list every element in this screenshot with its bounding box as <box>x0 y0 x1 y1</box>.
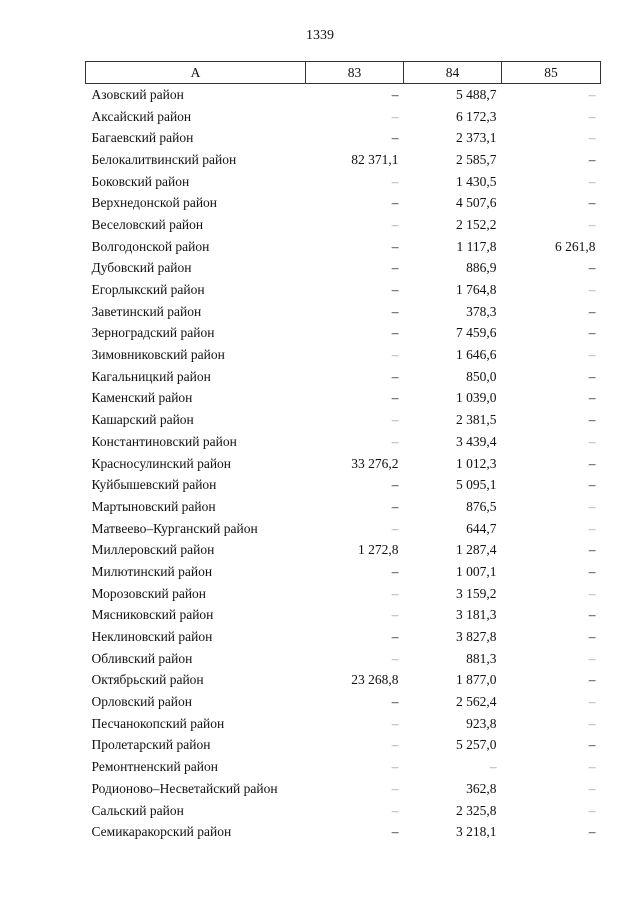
district-name-cell: Волгодонской район <box>91 238 210 254</box>
value-cell-84: 2 325,8 <box>456 802 497 818</box>
value-cell-83: – <box>391 86 399 102</box>
table-row <box>86 127 601 149</box>
table-body <box>86 84 601 844</box>
value-cell-85: – <box>588 433 596 449</box>
value-cell-84: 3 827,8 <box>456 629 497 645</box>
table-row <box>86 713 601 735</box>
district-name-cell: Неклиновский район <box>91 629 213 645</box>
district-name-cell: Аксайский район <box>91 108 192 124</box>
value-cell-83: – <box>391 195 399 211</box>
value-cell-84: 2 585,7 <box>456 151 497 167</box>
district-name-cell: Зерноградский район <box>91 325 215 341</box>
value-cell-84: 1 007,1 <box>456 563 497 579</box>
table-row <box>86 192 601 214</box>
value-cell-85: – <box>588 498 596 514</box>
value-cell-84: 2 562,4 <box>456 694 497 710</box>
value-cell-83: – <box>391 390 399 406</box>
value-cell-85: – <box>588 151 596 167</box>
table-row <box>86 691 601 713</box>
value-cell-83: 33 276,2 <box>351 455 399 471</box>
value-cell-85: – <box>588 824 596 840</box>
value-cell-84: 378,3 <box>466 303 497 319</box>
district-name-cell: Константиновский район <box>91 433 237 449</box>
value-cell-85: – <box>588 737 596 753</box>
value-cell-83: – <box>391 368 399 384</box>
table-row <box>86 800 601 822</box>
value-cell-84: 3 218,1 <box>456 824 497 840</box>
district-name-cell: Обливский район <box>91 650 193 666</box>
table-row <box>86 301 601 323</box>
column-header-a: А <box>86 62 306 84</box>
district-name-cell: Пролетарский район <box>91 737 211 753</box>
district-name-cell: Семикаракорский район <box>91 824 232 840</box>
value-cell-85: – <box>588 86 596 102</box>
value-cell-85: – <box>588 303 596 319</box>
value-cell-83: – <box>391 759 399 775</box>
value-cell-84: 1 430,5 <box>456 173 497 189</box>
value-cell-84: 5 257,0 <box>456 737 497 753</box>
value-cell-85: – <box>588 477 596 493</box>
value-cell-84: 923,8 <box>466 715 497 731</box>
value-cell-84: 3 439,4 <box>456 433 497 449</box>
value-cell-84: 1 012,3 <box>456 455 497 471</box>
value-cell-85: – <box>588 347 596 363</box>
value-cell-84: 7 459,6 <box>456 325 497 341</box>
value-cell-85: – <box>588 607 596 623</box>
district-name-cell: Кашарский район <box>91 412 194 428</box>
value-cell-85: – <box>588 759 596 775</box>
table-row <box>86 388 601 410</box>
value-cell-84: 1 039,0 <box>456 390 497 406</box>
value-cell-83: – <box>391 520 399 536</box>
table-row <box>86 149 601 171</box>
value-cell-84: 5 488,7 <box>456 86 497 102</box>
table-row <box>86 778 601 800</box>
value-cell-83: – <box>391 477 399 493</box>
value-cell-84: 2 373,1 <box>456 130 497 146</box>
value-cell-83: – <box>391 563 399 579</box>
district-name-cell: Куйбышевский район <box>91 477 217 493</box>
value-cell-84: 886,9 <box>466 260 497 276</box>
value-cell-85: – <box>588 802 596 818</box>
table-row <box>86 539 601 561</box>
district-name-cell: Азовский район <box>91 86 184 102</box>
value-cell-84: 1 287,4 <box>456 542 497 558</box>
value-cell-85: – <box>588 520 596 536</box>
value-cell-83: – <box>391 282 399 298</box>
value-cell-84: 2 381,5 <box>456 412 497 428</box>
table-row <box>86 648 601 670</box>
value-cell-85: – <box>588 195 596 211</box>
table-row <box>86 279 601 301</box>
value-cell-85: – <box>588 650 596 666</box>
page-number: 1339 <box>306 28 334 43</box>
value-cell-83: – <box>391 802 399 818</box>
district-name-cell: Багаевский район <box>91 130 194 146</box>
value-cell-83: – <box>391 130 399 146</box>
column-header-85: 85 <box>502 62 601 84</box>
value-cell-83: – <box>391 650 399 666</box>
value-cell-85: – <box>588 130 596 146</box>
value-cell-83: – <box>391 737 399 753</box>
value-cell-83: – <box>391 629 399 645</box>
table-row <box>86 84 601 106</box>
header-row <box>86 62 601 84</box>
value-cell-83: – <box>391 108 399 124</box>
district-name-cell: Мясниковский район <box>91 607 214 623</box>
district-name-cell: Морозовский район <box>91 585 207 601</box>
table-row <box>86 366 601 388</box>
value-cell-83: – <box>391 347 399 363</box>
district-name-cell: Боковский район <box>91 173 190 189</box>
district-name-cell: Орловский район <box>91 694 192 710</box>
value-cell-83: – <box>391 173 399 189</box>
district-name-cell: Заветинский район <box>91 303 202 319</box>
value-cell-85: – <box>588 173 596 189</box>
value-cell-85: – <box>588 629 596 645</box>
value-cell-83: – <box>391 824 399 840</box>
table-row <box>86 496 601 518</box>
value-cell-85: – <box>588 412 596 428</box>
data-table <box>85 61 601 843</box>
column-header-84: 84 <box>404 62 502 84</box>
value-cell-85: – <box>588 216 596 232</box>
district-name-cell: Мартыновский район <box>91 498 216 514</box>
table-row <box>86 258 601 280</box>
value-cell-83: – <box>391 216 399 232</box>
value-cell-85: – <box>588 108 596 124</box>
value-cell-85: – <box>588 325 596 341</box>
district-name-cell: Верхнедонской район <box>91 195 218 211</box>
table-row <box>86 431 601 453</box>
table-row <box>86 583 601 605</box>
table-row <box>86 605 601 627</box>
value-cell-83: – <box>391 433 399 449</box>
value-cell-83: – <box>391 715 399 731</box>
value-cell-84: 1 646,6 <box>456 347 497 363</box>
district-name-cell: Красносулинский район <box>91 455 232 471</box>
district-name-cell: Кагальницкий район <box>91 368 211 384</box>
district-name-cell: Родионово–Несветайский район <box>91 780 278 796</box>
value-cell-85: – <box>588 780 596 796</box>
value-cell-85: – <box>588 368 596 384</box>
district-name-cell: Матвеево–Курганский район <box>91 520 258 536</box>
value-cell-83: – <box>391 303 399 319</box>
value-cell-84: 1 877,0 <box>456 672 497 688</box>
table-row <box>86 626 601 648</box>
table-row <box>86 106 601 128</box>
table-row <box>86 344 601 366</box>
district-name-cell: Белокалитвинский район <box>91 151 237 167</box>
value-cell-83: – <box>391 585 399 601</box>
value-cell-85: – <box>588 542 596 558</box>
value-cell-84: 2 152,2 <box>456 216 497 232</box>
value-cell-85: – <box>588 282 596 298</box>
value-cell-85: – <box>588 390 596 406</box>
table-row <box>86 821 601 843</box>
table-row <box>86 236 601 258</box>
table-row <box>86 670 601 692</box>
value-cell-83: 1 272,8 <box>358 542 399 558</box>
table-row <box>86 474 601 496</box>
district-name-cell: Сальский район <box>91 802 184 818</box>
district-name-cell: Каменский район <box>91 390 193 406</box>
table-row <box>86 756 601 778</box>
value-cell-84: 644,7 <box>466 520 497 536</box>
value-cell-83: – <box>391 498 399 514</box>
value-cell-84: 5 095,1 <box>456 477 497 493</box>
value-cell-85: – <box>588 563 596 579</box>
value-cell-85: – <box>588 585 596 601</box>
table-row <box>86 214 601 236</box>
district-name-cell: Милютинский район <box>91 563 213 579</box>
value-cell-83: – <box>391 260 399 276</box>
table-row <box>86 323 601 345</box>
value-cell-84: 850,0 <box>466 368 497 384</box>
district-name-cell: Миллеровский район <box>91 542 215 558</box>
value-cell-84: 3 159,2 <box>456 585 497 601</box>
value-cell-85: – <box>588 694 596 710</box>
district-name-cell: Песчанокопский район <box>91 715 225 731</box>
value-cell-85: – <box>588 672 596 688</box>
district-name-cell: Зимовниковский район <box>91 347 225 363</box>
table-row <box>86 171 601 193</box>
value-cell-83: – <box>391 694 399 710</box>
table-row <box>86 561 601 583</box>
value-cell-83: – <box>391 238 399 254</box>
table-row <box>86 453 601 475</box>
value-cell-84: 1 117,8 <box>456 238 497 254</box>
value-cell-83: – <box>391 607 399 623</box>
table-row <box>86 409 601 431</box>
value-cell-84: 876,5 <box>466 498 497 514</box>
value-cell-84: 6 172,3 <box>456 108 497 124</box>
district-name-cell: Ремонтненский район <box>91 759 218 775</box>
table-row <box>86 735 601 757</box>
value-cell-84: 362,8 <box>466 780 497 796</box>
value-cell-84: 3 181,3 <box>456 607 497 623</box>
value-cell-85: – <box>588 260 596 276</box>
value-cell-83: 23 268,8 <box>351 672 399 688</box>
table-row <box>86 518 601 540</box>
district-name-cell: Октябрьский район <box>91 672 204 688</box>
district-name-cell: Веселовский район <box>91 216 204 232</box>
district-name-cell: Дубовский район <box>91 260 192 276</box>
value-cell-83: 82 371,1 <box>351 151 399 167</box>
value-cell-84: 4 507,6 <box>456 195 497 211</box>
value-cell-84: – <box>489 759 497 775</box>
district-name-cell: Егорлыкский район <box>91 282 205 298</box>
value-cell-85: 6 261,8 <box>555 238 596 254</box>
value-cell-83: – <box>391 412 399 428</box>
value-cell-85: – <box>588 455 596 471</box>
value-cell-83: – <box>391 325 399 341</box>
value-cell-83: – <box>391 780 399 796</box>
value-cell-84: 881,3 <box>466 650 497 666</box>
value-cell-84: 1 764,8 <box>456 282 497 298</box>
column-header-83: 83 <box>306 62 404 84</box>
value-cell-85: – <box>588 715 596 731</box>
